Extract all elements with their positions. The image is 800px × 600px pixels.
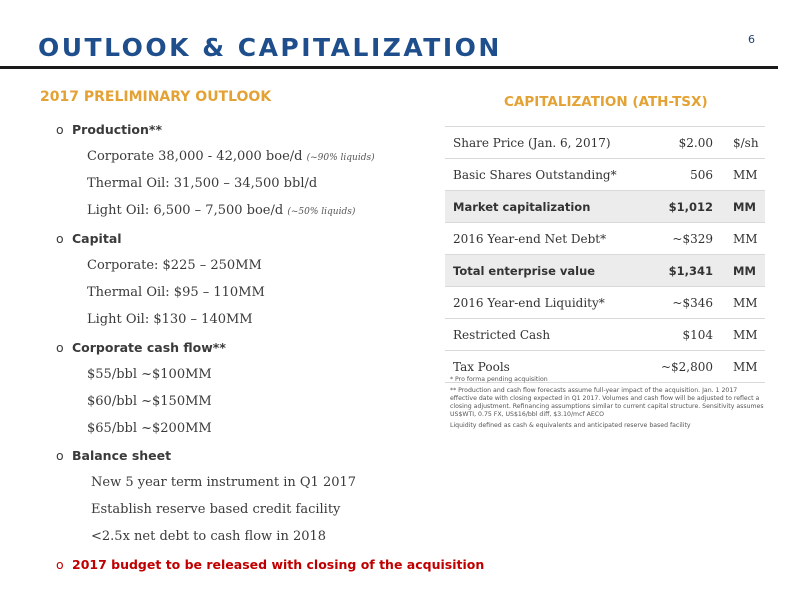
row-unit: MM: [733, 168, 758, 182]
budget-note-bullet: [56, 557, 484, 572]
balance-sheet-label: Balance sheet: [72, 448, 172, 463]
table-row: [445, 127, 765, 159]
production-light-text: Light Oil: 6,500 – 7,500 boe/d: [87, 203, 284, 218]
table-row-highlighted: [445, 255, 765, 287]
production-corporate: [87, 149, 375, 164]
bullet-marker: o: [56, 557, 64, 572]
production-corporate-note: (~90% liquids): [306, 153, 375, 163]
row-unit: MM: [733, 328, 758, 342]
row-unit: $/sh: [733, 136, 759, 150]
row-unit: MM: [733, 360, 758, 374]
capital-bullet: [56, 231, 122, 246]
balance-sheet-bullet: [56, 448, 171, 463]
bullet-marker: o: [56, 340, 64, 355]
row-unit: MM: [733, 200, 756, 214]
row-label: 2016 Year-end Net Debt*: [453, 232, 607, 246]
capital-light: Light Oil: $130 – 140MM: [87, 312, 253, 327]
cash-flow-item: $60/bbl ~$150MM: [87, 394, 212, 409]
row-label: Basic Shares Outstanding*: [453, 168, 617, 182]
cash-flow-label: Corporate cash flow**: [72, 340, 226, 355]
row-value: $1,341: [668, 264, 713, 278]
table-row: [445, 319, 765, 351]
production-thermal: Thermal Oil: 31,500 – 34,500 bbl/d: [87, 176, 318, 191]
row-value: $2.00: [678, 136, 713, 150]
production-label: Production**: [72, 122, 162, 137]
row-label: Share Price (Jan. 6, 2017): [453, 136, 611, 150]
production-corporate-text: Corporate 38,000 - 42,000 boe/d: [87, 149, 303, 164]
slide-title: OUTLOOK & CAPITALIZATION: [38, 33, 502, 62]
cash-flow-item: $55/bbl ~$100MM: [87, 367, 212, 382]
balance-sheet-item: New 5 year term instrument in Q1 2017: [91, 475, 357, 490]
row-label: Restricted Cash: [453, 328, 551, 342]
balance-sheet-item: Establish reserve based credit facility: [91, 502, 341, 517]
production-bullet: [56, 122, 162, 137]
production-light: [87, 203, 355, 218]
row-value: ~$346: [672, 296, 713, 310]
row-value: ~$2,800: [660, 360, 713, 374]
table-row: [445, 287, 765, 319]
row-value: 506: [690, 168, 713, 182]
capitalization-table: [445, 126, 765, 383]
footnote: * Pro forma pending acquisition: [450, 376, 548, 383]
footnotes: [450, 376, 766, 433]
footnote: Liquidity defined as cash & equivalents and anticipated reserve based facility: [450, 422, 691, 429]
row-label: 2016 Year-end Liquidity*: [453, 296, 605, 310]
row-unit: MM: [733, 264, 756, 278]
capital-label: Capital: [72, 231, 122, 246]
bullet-marker: o: [56, 122, 64, 137]
capitalization-heading: CAPITALIZATION (ATH-TSX): [504, 94, 708, 110]
balance-sheet-item: <2.5x net debt to cash flow in 2018: [91, 529, 327, 544]
row-label: Tax Pools: [453, 360, 510, 374]
cash-flow-bullet: [56, 340, 226, 355]
row-value: ~$329: [672, 232, 713, 246]
row-label: Total enterprise value: [453, 264, 596, 278]
bullet-marker: o: [56, 231, 64, 246]
capital-thermal: Thermal Oil: $95 – 110MM: [87, 285, 265, 300]
bullet-marker: o: [56, 448, 64, 463]
row-value: $1,012: [668, 200, 713, 214]
budget-note: 2017 budget to be released with closing of the acquisition: [72, 557, 485, 572]
production-light-note: (~50% liquids): [287, 207, 356, 217]
row-label: Market capitalization: [453, 200, 591, 214]
footnote: ** Production and cash flow forecasts assume full-year impact of the acquisition. Jan. 1 2017 effective date with closing expected in Q1 2017. Volumes and cash flow will be adjusted to reflect a closing adjustment. Refinancing assumptions similar to current capital structure. Sensitivity assumes US$WTI, 0.75 FX, US$16/bbl diff, $3.10/mcf AECO: [450, 387, 764, 418]
title-divider: [0, 66, 778, 69]
page-number: 6: [748, 33, 755, 46]
outlook-heading: 2017 PRELIMINARY OUTLOOK: [40, 89, 272, 105]
row-unit: MM: [733, 296, 758, 310]
row-unit: MM: [733, 232, 758, 246]
cash-flow-item: $65/bbl ~$200MM: [87, 421, 212, 436]
capital-corporate: Corporate: $225 – 250MM: [87, 258, 262, 273]
table-row: [445, 159, 765, 191]
table-row-highlighted: [445, 191, 765, 223]
row-value: $104: [682, 328, 713, 342]
table-row: [445, 223, 765, 255]
